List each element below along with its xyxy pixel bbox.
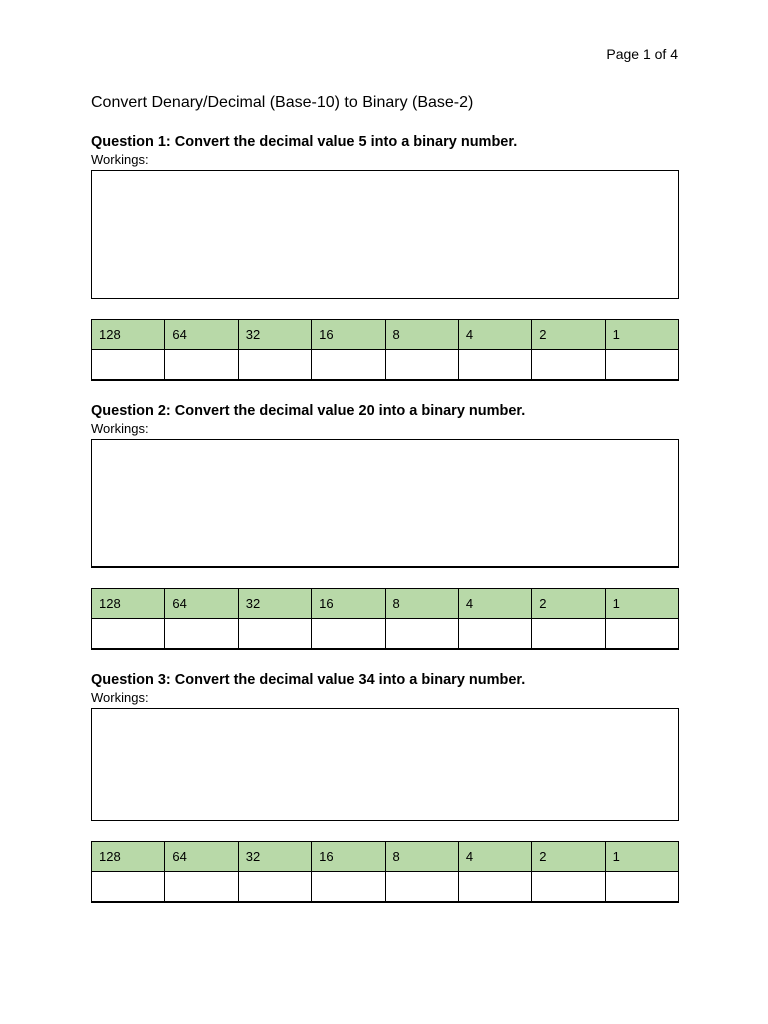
place-value-cell: 8 — [385, 589, 458, 619]
answer-bit-cell[interactable] — [165, 350, 238, 381]
question-1-workings-label: Workings: — [91, 152, 149, 167]
question-2-text: Question 2: Convert the decimal value 20 into a binary number. — [91, 403, 526, 419]
question-3-workings-label: Workings: — [91, 690, 149, 705]
answer-bit-cell[interactable] — [312, 872, 385, 903]
question-1 — [91, 134, 679, 381]
question-1-workings-box[interactable] — [91, 170, 679, 299]
answer-bit-cell[interactable] — [532, 350, 605, 381]
place-value-cell: 2 — [532, 320, 605, 350]
place-value-row — [92, 842, 679, 872]
page-number: Page 1 of 4 — [606, 46, 678, 62]
place-value-cell: 64 — [165, 320, 238, 350]
answer-bit-cell[interactable] — [385, 619, 458, 650]
answer-bit-cell[interactable] — [605, 619, 678, 650]
answer-bit-cell[interactable] — [238, 350, 311, 381]
answer-bit-cell[interactable] — [165, 872, 238, 903]
answer-bit-cell[interactable] — [92, 872, 165, 903]
answer-bit-cell[interactable] — [238, 872, 311, 903]
answer-row — [92, 872, 679, 903]
place-value-cell: 32 — [238, 320, 311, 350]
place-value-cell: 1 — [605, 320, 678, 350]
answer-bit-cell[interactable] — [312, 619, 385, 650]
place-value-cell: 16 — [312, 320, 385, 350]
place-value-cell: 4 — [458, 589, 531, 619]
question-3-workings-box[interactable] — [91, 708, 679, 821]
answer-row — [92, 619, 679, 650]
answer-row — [92, 350, 679, 381]
place-value-cell: 4 — [458, 320, 531, 350]
place-value-cell: 64 — [165, 589, 238, 619]
answer-bit-cell[interactable] — [312, 350, 385, 381]
answer-bit-cell[interactable] — [605, 350, 678, 381]
place-value-cell: 16 — [312, 842, 385, 872]
answer-bit-cell[interactable] — [605, 872, 678, 903]
place-value-cell: 4 — [458, 842, 531, 872]
answer-bit-cell[interactable] — [385, 350, 458, 381]
place-value-cell: 32 — [238, 842, 311, 872]
answer-bit-cell[interactable] — [385, 872, 458, 903]
question-3 — [91, 672, 679, 903]
answer-bit-cell[interactable] — [458, 619, 531, 650]
answer-bit-cell[interactable] — [458, 350, 531, 381]
place-value-cell: 64 — [165, 842, 238, 872]
place-value-cell: 2 — [532, 589, 605, 619]
answer-bit-cell[interactable] — [92, 619, 165, 650]
answer-bit-cell[interactable] — [92, 350, 165, 381]
question-2-binary-table — [91, 588, 679, 650]
place-value-cell: 128 — [92, 320, 165, 350]
place-value-cell: 8 — [385, 842, 458, 872]
question-2-workings-box[interactable] — [91, 439, 679, 568]
place-value-cell: 1 — [605, 589, 678, 619]
answer-bit-cell[interactable] — [532, 872, 605, 903]
place-value-cell: 2 — [532, 842, 605, 872]
question-1-binary-table — [91, 319, 679, 381]
question-3-binary-table — [91, 841, 679, 903]
worksheet-title: Convert Denary/Decimal (Base-10) to Binary (Base-2) — [91, 94, 474, 111]
question-2-workings-label: Workings: — [91, 421, 149, 436]
question-3-text: Question 3: Convert the decimal value 34 into a binary number. — [91, 672, 526, 688]
place-value-cell: 1 — [605, 842, 678, 872]
place-value-row — [92, 589, 679, 619]
place-value-cell: 32 — [238, 589, 311, 619]
answer-bit-cell[interactable] — [238, 619, 311, 650]
question-1-text: Question 1: Convert the decimal value 5 into a binary number. — [91, 134, 518, 150]
place-value-cell: 8 — [385, 320, 458, 350]
place-value-cell: 128 — [92, 589, 165, 619]
answer-bit-cell[interactable] — [532, 619, 605, 650]
place-value-cell: 16 — [312, 589, 385, 619]
answer-bit-cell[interactable] — [165, 619, 238, 650]
answer-bit-cell[interactable] — [458, 872, 531, 903]
place-value-row — [92, 320, 679, 350]
question-2 — [91, 403, 679, 650]
place-value-cell: 128 — [92, 842, 165, 872]
